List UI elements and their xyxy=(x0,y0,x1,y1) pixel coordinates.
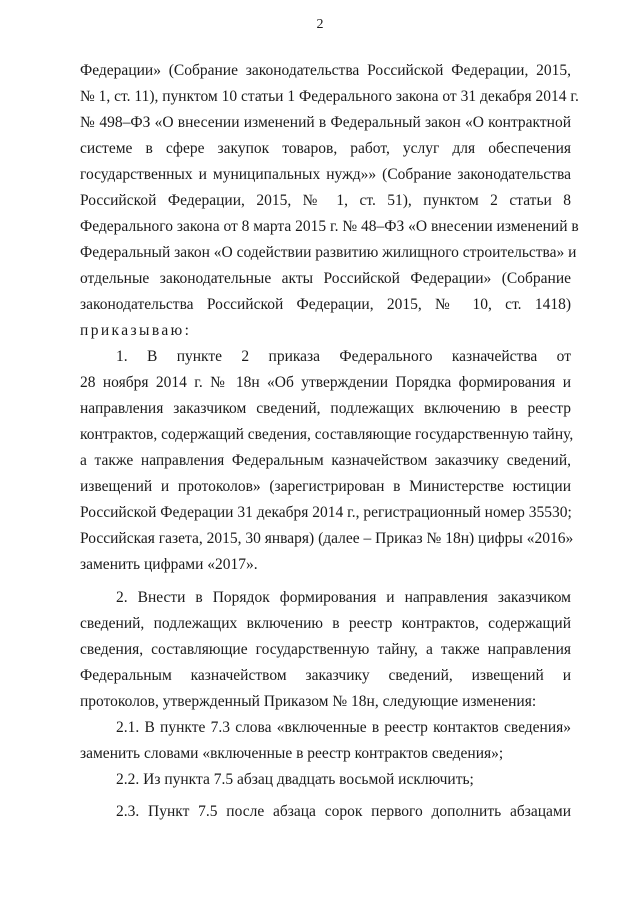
text-line: Федерального закона от 8 марта 2015 г. № 48–ФЗ «О внесении изменений в xyxy=(80,218,579,235)
text-line: сведений, подлежащих включению в реестр контрактов, содержащий xyxy=(80,615,571,632)
text-line: сведения, составляющие государственную тайну, а также направления xyxy=(80,641,571,658)
text-line: № 1, ст. 11), пунктом 10 статьи 1 Федерального закона от 31 декабря 2014 г. xyxy=(80,88,579,105)
text-line: Российская газета, 2015, 30 января) (далее – Приказ № 18н) цифры «2016» xyxy=(80,530,574,547)
paragraph-2-1-start: 2.1. В пункте 7.3 слова «включенные в реестр контактов сведения» xyxy=(116,719,571,736)
text-line: отдельные законодательные акты Российской Федерации» (Собрание xyxy=(80,270,571,287)
text-line: а также направления Федеральным казначейством заказчику сведений, xyxy=(80,452,571,469)
text-line: законодательства Российской Федерации, 2015, № 10, ст. 1418) xyxy=(80,296,571,313)
page-number: 2 xyxy=(316,17,324,32)
text-line: государственных и муниципальных нужд»» (Собрание законодательства xyxy=(80,166,571,183)
text-line: Российской Федерации, 2015, № 1, ст. 51), пунктом 2 статьи 8 xyxy=(80,192,571,209)
text-line: направления заказчиком сведений, подлежащих включению в реестр xyxy=(80,400,571,417)
paragraph-2-3-start: 2.3. Пункт 7.5 после абзаца сорок первого дополнить абзацами xyxy=(116,803,571,820)
text-line: Федерации» (Собрание законодательства Российской Федерации, 2015, xyxy=(80,62,571,79)
paragraph-1-start: 1. В пункте 2 приказа Федерального казначейства от xyxy=(116,348,571,365)
paragraph-2-2: 2.2. Из пункта 7.5 абзац двадцать восьмой исключить; xyxy=(116,771,474,788)
text-line: заменить словами «включенные в реестр контрактов сведения»; xyxy=(80,745,504,762)
text-line: контрактов, содержащий сведения, составляющие государственную тайну, xyxy=(80,426,574,443)
text-line: 28 ноября 2014 г. № 18н «Об утверждении Порядка формирования и xyxy=(80,374,571,391)
text-line: протоколов, утвержденный Приказом № 18н, следующие изменения: xyxy=(80,693,537,710)
text-line: Федеральный закон «О содействии развитию жилищного строительства» и xyxy=(80,244,577,261)
order-word: приказываю: xyxy=(80,322,192,339)
text-line: заменить цифрами «2017». xyxy=(80,556,258,573)
text-line: извещений и протоколов» (зарегистрирован в Министерстве юстиции xyxy=(80,478,571,495)
text-line: № 498–ФЗ «О внесении изменений в Федеральный закон «О контрактной xyxy=(80,114,571,131)
paragraph-2-start: 2. Внести в Порядок формирования и направления заказчиком xyxy=(116,589,571,606)
text-line: системе в сфере закупок товаров, работ, услуг для обеспечения xyxy=(80,140,571,157)
text-line: Федеральным казначейством заказчику сведений, извещений и xyxy=(80,667,571,684)
text-line: Российской Федерации 31 декабря 2014 г., регистрационный номер 35530; xyxy=(80,504,572,521)
